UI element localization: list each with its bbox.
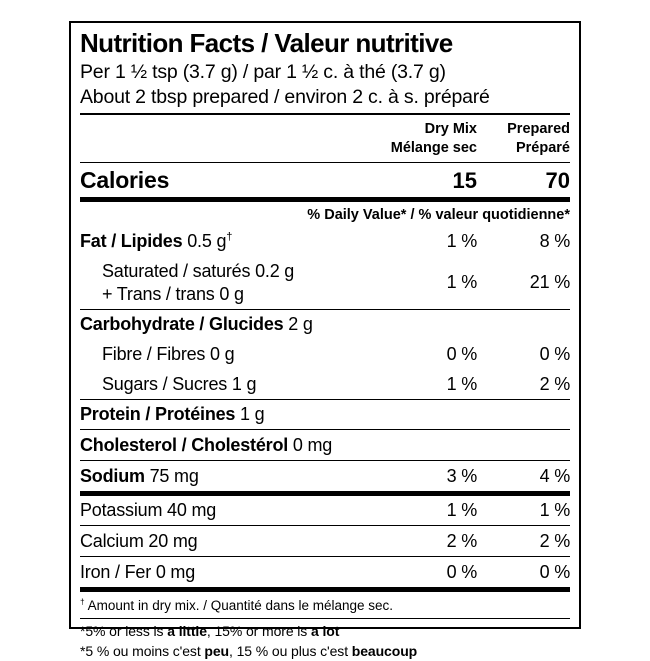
column-header-dry-mix-en: Dry Mix	[424, 121, 477, 138]
column-header-dry-mix-fr: Mélange sec	[390, 140, 477, 157]
nutrient-dry-mix-value: 0 %	[446, 343, 477, 364]
nutrient-prepared-value: 8 %	[539, 231, 570, 252]
text-segment: 75 mg	[144, 465, 199, 486]
nutrient-row	[80, 496, 570, 526]
calories-dry-mix-value: 15	[452, 167, 477, 193]
nutrient-name-line	[80, 530, 384, 553]
nutrient-row	[80, 369, 570, 399]
nutrient-name-line	[102, 373, 384, 396]
footnote-line	[80, 622, 570, 641]
nutrient-name-line	[80, 313, 384, 336]
nutrient-name-line	[80, 561, 384, 584]
nutrient-dry-mix-value: 3 %	[446, 465, 477, 486]
dagger-text: Amount in dry mix. / Quantité dans le mélange sec.	[84, 597, 394, 613]
text-segment: Protein / Protéines	[80, 404, 236, 425]
nutrient-prepared-value: 4 %	[539, 465, 570, 486]
nutrient-name-line	[102, 260, 384, 283]
text-segment: peu	[204, 642, 230, 659]
nutrition-facts-label	[69, 21, 581, 659]
percent-footnotes	[80, 619, 570, 661]
nutrient-name-line	[102, 343, 384, 366]
nutrient-row	[80, 310, 570, 340]
text-segment: Saturated / saturés 0.2 g	[102, 260, 295, 281]
dagger-symbol: †	[80, 596, 85, 607]
serving-about-line: About 2 tbsp prepared / environ 2 c. à s. préparé	[80, 86, 490, 109]
nutrient-name	[80, 373, 384, 396]
nutrient-name-line	[80, 434, 384, 457]
calories-label: Calories	[80, 166, 170, 193]
nutrient-name	[80, 260, 384, 305]
text-segment: + Trans / trans 0 g	[102, 283, 244, 304]
nutrient-row	[80, 400, 570, 430]
nutrient-table	[80, 227, 570, 587]
nutrient-name	[80, 434, 384, 457]
label-title: Nutrition Facts / Valeur nutritive	[80, 28, 453, 58]
text-segment: , 15 % ou plus c'est	[229, 642, 352, 659]
column-headers	[80, 115, 570, 162]
nutrient-name-line	[80, 465, 384, 488]
nutrient-row	[80, 557, 570, 587]
text-segment: 2 g	[283, 314, 313, 335]
nutrient-prepared-value: 2 %	[539, 530, 570, 551]
serving-size-line: Per 1 ½ tsp (3.7 g) / par 1 ½ c. à thé (3.7 g)	[80, 61, 446, 84]
text-segment: , 15% or more is	[206, 623, 311, 640]
text-segment: 5 % ou moins c'est	[85, 642, 205, 659]
nutrient-row	[80, 227, 570, 257]
text-segment: a lot	[311, 623, 340, 640]
nutrient-prepared-value: 0 %	[539, 561, 570, 582]
nutrient-prepared-value: 21 %	[529, 272, 570, 293]
text-segment: Carbohydrate / Glucides	[80, 314, 284, 335]
text-segment: *	[80, 623, 86, 640]
nutrient-dry-mix-value: 1 %	[446, 272, 477, 293]
nutrient-dry-mix-value: 1 %	[446, 231, 477, 252]
text-segment: Calcium 20 mg	[80, 530, 198, 551]
text-segment: Potassium 40 mg	[80, 500, 217, 521]
nutrient-name-line	[80, 230, 384, 253]
text-segment: 1 g	[235, 404, 265, 425]
footnote-line	[80, 642, 570, 661]
text-segment: Cholesterol / Cholestérol	[80, 434, 289, 455]
calories-prepared-value: 70	[545, 167, 570, 193]
text-segment: Fibre / Fibres 0 g	[102, 343, 235, 364]
nutrient-name-line	[80, 499, 384, 522]
text-segment: †	[226, 231, 233, 244]
nutrient-row	[80, 256, 570, 308]
text-segment: a little	[167, 623, 207, 640]
nutrient-name-line	[80, 403, 384, 426]
column-header-prepared-en: Prepared	[507, 121, 570, 138]
nutrient-name	[80, 465, 384, 488]
calories-row	[80, 163, 570, 197]
nutrient-prepared-value: 1 %	[539, 500, 570, 521]
text-segment: 0.5 g	[182, 231, 227, 252]
nutrient-name	[80, 499, 384, 522]
nutrient-name-line	[102, 283, 384, 306]
nutrient-name	[80, 530, 384, 553]
nutrient-row	[80, 526, 570, 556]
nutrient-row	[80, 461, 570, 491]
text-segment: Sodium	[80, 465, 145, 486]
text-segment: *	[80, 642, 86, 659]
nutrient-dry-mix-value: 2 %	[446, 530, 477, 551]
text-segment: Sugars / Sucres 1 g	[102, 373, 257, 394]
nutrient-row	[80, 339, 570, 369]
column-header-spacer	[80, 120, 384, 158]
nutrient-name	[80, 403, 384, 426]
text-segment: 5% or less is	[85, 623, 168, 640]
nutrient-dry-mix-value: 1 %	[446, 373, 477, 394]
nutrient-row	[80, 430, 570, 460]
nutrient-name	[80, 561, 384, 584]
column-header-prepared	[477, 120, 570, 158]
nutrient-name	[80, 343, 384, 366]
daily-value-header: % Daily Value* / % valeur quotidienne*	[307, 206, 570, 223]
nutrient-name	[80, 313, 384, 336]
text-segment: Iron / Fer 0 mg	[80, 561, 196, 582]
nutrient-prepared-value: 2 %	[539, 373, 570, 394]
nutrient-prepared-value: 0 %	[539, 343, 570, 364]
text-segment: Fat / Lipides	[80, 231, 183, 252]
text-segment: beaucoup	[351, 642, 418, 659]
text-segment: 0 mg	[288, 434, 333, 455]
nutrient-dry-mix-value: 1 %	[446, 500, 477, 521]
column-header-prepared-fr: Préparé	[515, 140, 570, 157]
nutrient-name	[80, 230, 384, 253]
dagger-footnote	[80, 592, 570, 619]
column-header-dry-mix	[384, 120, 477, 158]
nutrient-dry-mix-value: 0 %	[446, 561, 477, 582]
